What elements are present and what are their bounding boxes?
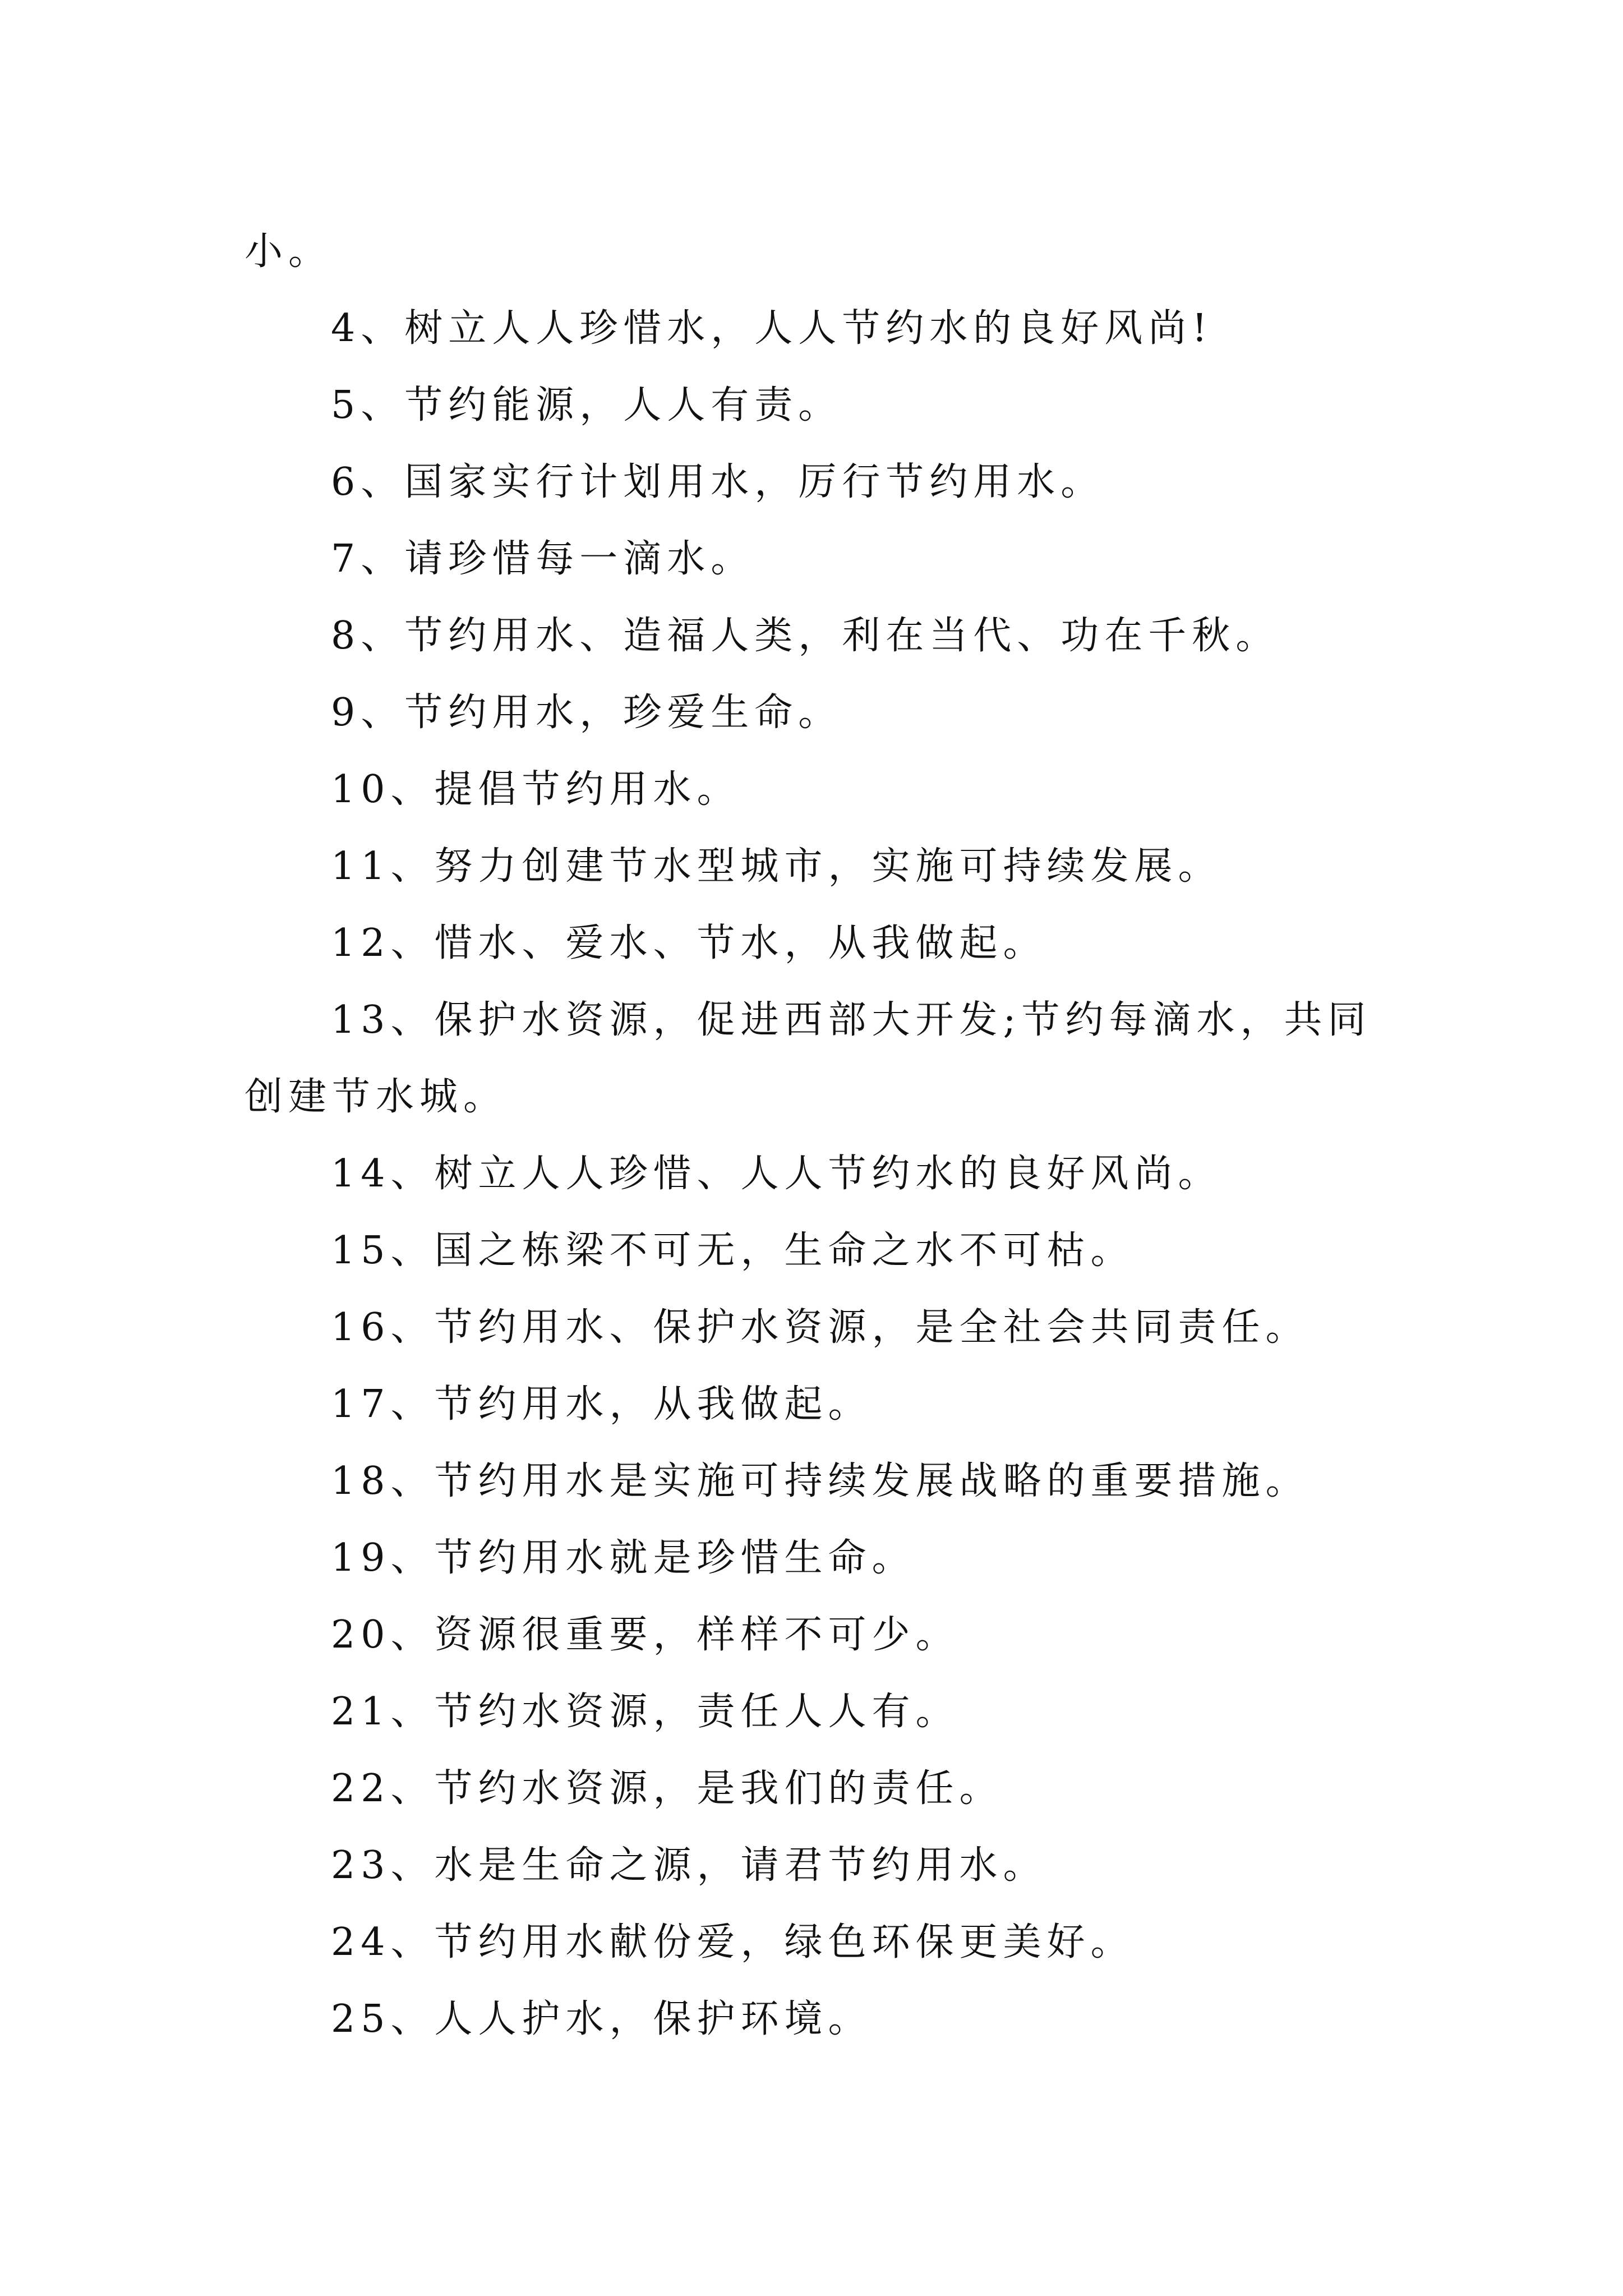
list-item: 22、节约水资源，是我们的责任。 xyxy=(331,1766,1003,1811)
list-item: 19、节约用水就是珍惜生命。 xyxy=(331,1536,916,1580)
list-item: 9、节约用水，珍爱生命。 xyxy=(331,691,842,735)
list-item: 12、惜水、爱水、节水，从我做起。 xyxy=(331,921,1047,965)
list-item: 23、水是生命之源，请君节约用水。 xyxy=(331,1843,1047,1888)
list-item: 7、请珍惜每一滴水。 xyxy=(331,537,755,581)
list-item: 21、节约水资源，责任人人有。 xyxy=(331,1690,960,1734)
list-item: 5、节约能源，人人有责。 xyxy=(331,383,842,427)
list-item: 15、国之栋梁不可无，生命之水不可枯。 xyxy=(331,1228,1135,1273)
list-item: 17、节约用水，从我做起。 xyxy=(331,1382,872,1427)
list-item: 8、节约用水、造福人类，利在当代、功在千秋。 xyxy=(331,614,1280,658)
list-item: 14、树立人人珍惜、人人节约水的良好风尚。 xyxy=(331,1152,1222,1196)
slogan-list xyxy=(245,213,1389,2058)
list-item: 10、提倡节约用水。 xyxy=(331,767,741,812)
list-item: 11、努力创建节水型城市，实施可持续发展。 xyxy=(331,844,1222,889)
list-item: 6、国家实行计划用水，厉行节约用水。 xyxy=(331,460,1105,504)
text-line: 小。 xyxy=(245,229,333,274)
list-item: 24、节约用水献份爱，绿色环保更美好。 xyxy=(331,1920,1135,1964)
text-line: 创建节水城。 xyxy=(245,1075,508,1119)
list-item: 4、树立人人珍惜水，人人节约水的良好风尚! xyxy=(331,306,1213,351)
list-item: 25、人人护水，保护环境。 xyxy=(331,1997,872,2041)
list-item: 13、保护水资源，促进西部大开发;节约每滴水，共同 xyxy=(331,998,1372,1042)
list-item: 16、节约用水、保护水资源，是全社会共同责任。 xyxy=(331,1305,1310,1350)
list-item: 20、资源很重要，样样不可少。 xyxy=(331,1613,960,1657)
list-item: 18、节约用水是实施可持续发展战略的重要措施。 xyxy=(331,1459,1310,1503)
